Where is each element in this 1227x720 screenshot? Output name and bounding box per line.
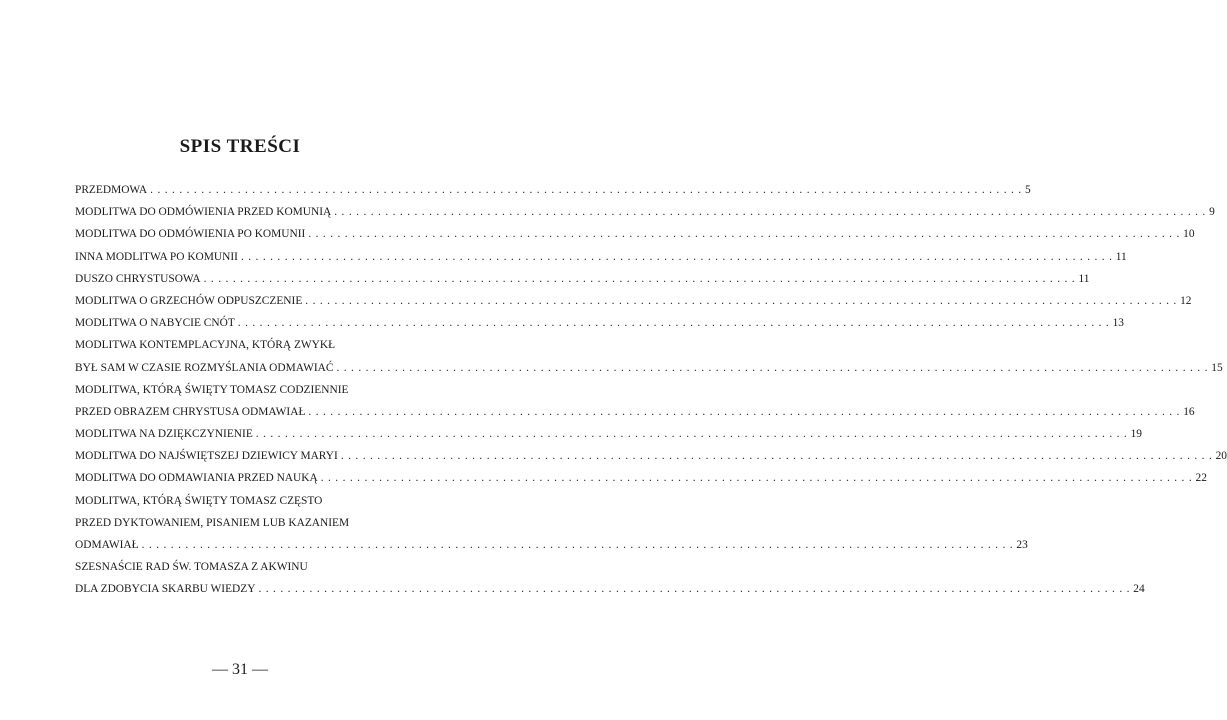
toc-entry-title: MODLITWA NA DZIĘKCZYNIENIE [75, 428, 253, 441]
dot-leader: . . . . . . . . . . . . . . . . . . . . . . . . . . . . . . . . . . . . . . . . . . . . . . . . . . . . . . . . . . . . . . . . . . . . . . . . . . . . . . . . . . . . . . . . . . . . . . . . . . . . . . . . . . . . . . . . . . . . . . . . [320, 472, 1193, 485]
toc-entry-title: INNA MODLITWA PO KOMUNII [75, 250, 238, 263]
toc-entry [75, 223, 1195, 245]
toc-entry-title: DUSZO CHRYSTUSOWA [75, 272, 201, 285]
toc-entry [75, 578, 1145, 600]
toc-entry-title: SZESNAŚCIE RAD ŚW. TOMASZA Z AKWINU [75, 561, 308, 574]
dot-leader: . . . . . . . . . . . . . . . . . . . . . . . . . . . . . . . . . . . . . . . . . . . . . . . . . . . . . . . . . . . . . . . . . . . . . . . . . . . . . . . . . . . . . . . . . . . . . . . . . . . . . . . . . . . . . . . . . . . . . . . . [308, 228, 1181, 241]
toc-entry [75, 357, 1223, 379]
toc-entry [75, 445, 1227, 467]
dot-leader: . . . . . . . . . . . . . . . . . . . . . . . . . . . . . . . . . . . . . . . . . . . . . . . . . . . . . . . . . . . . . . . . . . . . . . . . . . . . . . . . . . . . . . . . . . . . . . . . . . . . . . . . . . . . . . . . . . . . . . . . [237, 317, 1110, 330]
dot-leader: . . . . . . . . . . . . . . . . . . . . . . . . . . . . . . . . . . . . . . . . . . . . . . . . . . . . . . . . . . . . . . . . . . . . . . . . . . . . . . . . . . . . . . . . . . . . . . . . . . . . . . . . . . . . . . . . . . . . . . . . [258, 583, 1131, 596]
toc-entry [75, 423, 1142, 445]
toc-entry [75, 401, 1195, 423]
page-number: — 31 — [212, 661, 268, 678]
toc-entry-title: MODLITWA O GRZECHÓW ODPUSZCZENIE [75, 294, 303, 307]
toc-entry [75, 534, 1028, 556]
toc-entry [75, 179, 1031, 201]
toc-entry [75, 512, 417, 534]
toc-entry-page: 16 [1183, 405, 1195, 418]
dot-leader: . . . . . . . . . . . . . . . . . . . . . . . . . . . . . . . . . . . . . . . . . . . . . . . . . . . . . . . . . . . . . . . . . . . . . . . . . . . . . . . . . . . . . . . . . . . . . . . . . . . . . . . . . . . . . . . . . . . . . . . . [308, 405, 1181, 418]
dot-leader: . . . . . . . . . . . . . . . . . . . . . . . . . . . . . . . . . . . . . . . . . . . . . . . . . . . . . . . . . . . . . . . . . . . . . . . . . . . . . . . . . . . . . . . . . . . . . . . . . . . . . . . . . . . . . . . . . . . . . . . . [150, 184, 1022, 196]
toc-entry-page: 10 [1183, 228, 1195, 241]
toc-entry-page: 24 [1133, 583, 1145, 596]
toc-entry-title: BYŁ SAM W CZASIE ROZMYŚLANIA ODMAWIAĆ [75, 361, 334, 374]
dot-leader: . . . . . . . . . . . . . . . . . . . . . . . . . . . . . . . . . . . . . . . . . . . . . . . . . . . . . . . . . . . . . . . . . . . . . . . . . . . . . . . . . . . . . . . . . . . . . . . . . . . . . . . . . . . . . . . . . . . . . . . . [240, 250, 1113, 263]
toc-entry-title: PRZEDMOWA [75, 184, 148, 196]
toc-entry-title: MODLITWA DO ODMAWIANIA PRZED NAUKĄ [75, 472, 318, 485]
toc-entry-page: 20 [1215, 450, 1227, 463]
table-of-contents [75, 179, 1227, 601]
toc-entry-title: MODLITWA KONTEMPLACYJNA, KTÓRĄ ZWYKŁ [75, 339, 336, 352]
toc-entry [75, 334, 417, 356]
toc-entry [75, 556, 417, 578]
toc-entry-page: 13 [1112, 317, 1124, 330]
toc-entry [75, 490, 417, 512]
toc-entry [75, 467, 1207, 489]
toc-entry-page: 12 [1180, 294, 1192, 307]
dot-leader: . . . . . . . . . . . . . . . . . . . . . . . . . . . . . . . . . . . . . . . . . . . . . . . . . . . . . . . . . . . . . . . . . . . . . . . . . . . . . . . . . . . . . . . . . . . . . . . . . . . . . . . . . . . . . . . . . . . . . . . . [255, 428, 1128, 441]
toc-entry-page: 19 [1130, 428, 1142, 441]
dot-leader: . . . . . . . . . . . . . . . . . . . . . . . . . . . . . . . . . . . . . . . . . . . . . . . . . . . . . . . . . . . . . . . . . . . . . . . . . . . . . . . . . . . . . . . . . . . . . . . . . . . . . . . . . . . . . . . . . . . . . . . . [305, 294, 1178, 307]
toc-entry-page: 9 [1209, 206, 1215, 219]
toc-entry-title: ODMAWIAŁ [75, 539, 139, 551]
toc-entry-title: MODLITWA O NABYCIE CNÓT [75, 317, 235, 330]
toc-entry-title: PRZED DYKTOWANIEM, PISANIEM LUB KAZANIEM [75, 516, 350, 529]
toc-entry-page: 15 [1211, 361, 1223, 374]
dot-leader: . . . . . . . . . . . . . . . . . . . . . . . . . . . . . . . . . . . . . . . . . . . . . . . . . . . . . . . . . . . . . . . . . . . . . . . . . . . . . . . . . . . . . . . . . . . . . . . . . . . . . . . . . . . . . . . . . . . . . . . . [203, 272, 1076, 285]
toc-entry [75, 201, 1215, 223]
toc-entry [75, 312, 1124, 334]
dot-leader: . . . . . . . . . . . . . . . . . . . . . . . . . . . . . . . . . . . . . . . . . . . . . . . . . . . . . . . . . . . . . . . . . . . . . . . . . . . . . . . . . . . . . . . . . . . . . . . . . . . . . . . . . . . . . . . . . . . . . . . . [141, 539, 1014, 551]
dot-leader: . . . . . . . . . . . . . . . . . . . . . . . . . . . . . . . . . . . . . . . . . . . . . . . . . . . . . . . . . . . . . . . . . . . . . . . . . . . . . . . . . . . . . . . . . . . . . . . . . . . . . . . . . . . . . . . . . . . . . . . . [336, 361, 1209, 374]
toc-entry [75, 246, 1127, 268]
toc-entry-page: 22 [1195, 472, 1207, 485]
toc-entry-title: MODLITWA DO ODMÓWIENIA PO KOMUNII [75, 228, 306, 241]
toc-entry [75, 290, 1192, 312]
page-title: SPIS TREŚCI [179, 136, 301, 157]
toc-entry-title: DLA ZDOBYCIA SKARBU WIEDZY [75, 583, 256, 596]
toc-entry-page: 23 [1016, 539, 1028, 551]
toc-entry-title: PRZED OBRAZEM CHRYSTUSA ODMAWIAŁ [75, 405, 306, 418]
toc-entry-page: 11 [1115, 250, 1127, 263]
toc-entry-title: MODLITWA, KTÓRĄ ŚWIĘTY TOMASZ CZĘSTO [75, 494, 323, 507]
toc-entry-title: MODLITWA, KTÓRĄ ŚWIĘTY TOMASZ CODZIENNIE [75, 383, 349, 396]
dot-leader: . . . . . . . . . . . . . . . . . . . . . . . . . . . . . . . . . . . . . . . . . . . . . . . . . . . . . . . . . . . . . . . . . . . . . . . . . . . . . . . . . . . . . . . . . . . . . . . . . . . . . . . . . . . . . . . . . . . . . . . . [334, 206, 1207, 219]
dot-leader: . . . . . . . . . . . . . . . . . . . . . . . . . . . . . . . . . . . . . . . . . . . . . . . . . . . . . . . . . . . . . . . . . . . . . . . . . . . . . . . . . . . . . . . . . . . . . . . . . . . . . . . . . . . . . . . . . . . . . . . . [340, 450, 1213, 463]
toc-entry [75, 379, 417, 401]
toc-entry [75, 268, 1090, 290]
toc-entry-title: MODLITWA DO NAJŚWIĘTSZEJ DZIEWICY MARYI [75, 450, 338, 463]
toc-entry-page: 5 [1024, 184, 1031, 196]
toc-entry-title: MODLITWA DO ODMÓWIENIA PRZED KOMUNIĄ [75, 206, 332, 219]
toc-entry-page: 11 [1078, 272, 1090, 285]
